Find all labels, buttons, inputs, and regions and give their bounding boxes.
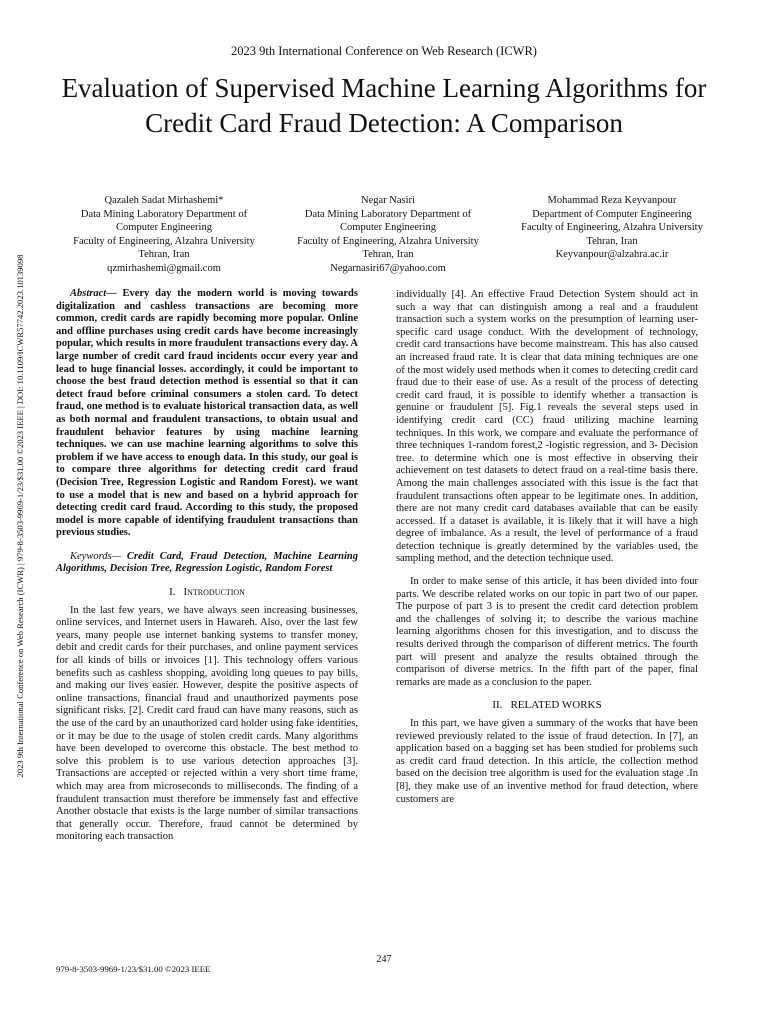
- author-3: [500, 194, 724, 276]
- author-location: Tehran, Iran: [362, 249, 414, 261]
- doi-sidebar: 2023 9th International Conference on Web Research (ICWR) | 979-8-3503-9969-1/23/$31.00 ©2023 IEEE | DOI: 10.1109/ICWR57742.2023.10139098: [15, 254, 25, 778]
- section-number: II.: [492, 699, 503, 712]
- page-number: 247: [376, 954, 392, 965]
- left-column: [56, 288, 358, 844]
- organization-paragraph: In order to make sense of this article, it has been divided into four parts. We describe related works on our topic in part two of our paper. The purpose of part 3 is to present the credit card detection problem and the challenges of solving it; to describe the various machine learning algorithms chosen for this investigation, and to discuss the results derived through the comparison of different metrics. The fourth part will present and analyze the results obtained through the comparison of diverse metrics. In the fifth part of the paper, final remarks are made as a conclusion to the paper.: [396, 576, 698, 688]
- author-name: Mohammad Reza Keyvanpour: [547, 195, 677, 206]
- author-email: Keyvanpour@alzahra.ac.ir: [555, 249, 669, 261]
- abstract-text: Every day the modern world is moving towards digitalization and cashless transactions are becoming more common, credit cards are rapidly becoming more popular. Online and offline purchases using credit cards have become increasingly popular, which results in more fraudulent transactions every day. A large number of credit card fraud incidents occur every year and lead to huge financial losses. accordingly, it could be important to choose the best fraud detection method is essential so that it can detect fraud before criminal consumers a stolen card. To detect fraud, one method is to evaluate historical transaction data, as well as both normal and fraudulent transactions, to obtain usual and fraudulent behavior features by using machine learning techniques. we can use machine learning algorithms to solve this problem if we have access to enough data. In this study, our goal is to compare three algorithms for detecting credit card fraud (Decision Tree, Regression Logistic and Random Forest). we want to use a model that is new and based on a hybrid approach for detecting credit card fraud. According to this study, the proposed model is more capable of identifying fraudulent transactions than previous studies.: [56, 288, 358, 539]
- author-location: Tehran, Iran: [138, 249, 190, 261]
- section-title: Introduction: [183, 586, 245, 599]
- author-1: [52, 194, 276, 276]
- author-affiliation: Data Mining Laboratory Department of: [80, 208, 248, 220]
- section-title: RELATED WORKS: [510, 699, 602, 712]
- author-affiliation: Computer Engineering: [116, 222, 212, 234]
- author-name: Negar Nasiri: [361, 195, 415, 206]
- author-email: qzmirhashemi@gmail.com: [107, 262, 221, 274]
- author-name: Qazaleh Sadat Mirhashemi*: [104, 195, 224, 206]
- keywords-lead: Keywords—: [70, 550, 121, 562]
- section-number: I.: [169, 586, 176, 599]
- abstract-lead: Abstract—: [70, 288, 117, 299]
- author-affiliation: Department of Computer Engineering: [532, 208, 692, 220]
- author-2: [276, 194, 500, 276]
- author-email: Negarnasiri67@yahoo.com: [330, 262, 446, 274]
- keywords-text: Credit Card, Fraud Detection, Machine Learning Algorithms, Decision Tree, Regression Logistic, Random Forest: [56, 550, 358, 575]
- author-affiliation: Data Mining Laboratory Department of: [304, 208, 472, 220]
- paper-title: Evaluation of Supervised Machine Learning Algorithms for Credit Card Fraud Detection: A Comparison: [61, 73, 707, 138]
- related-works-paragraph: In this part, we have given a summary of the works that have been reviewed previously related to the issue of fraud detection. In [7], an application based on a bagging set has been studied for problems such as credit card fraud detection. In this article, the collection method based on the decision tree algorithm is used for the evaluation stage .In [8], they make use of an inventive method for fraud detection, where customers are: [396, 718, 698, 805]
- abstract: [56, 288, 358, 540]
- section-heading-related-works: [396, 699, 698, 712]
- author-block: [52, 194, 724, 276]
- author-affiliation: Tehran, Iran: [586, 235, 638, 247]
- conference-header: 2023 9th International Conference on Web Research (ICWR): [231, 44, 537, 58]
- author-affiliation: Faculty of Engineering, Alzahra University: [297, 235, 479, 247]
- section-heading-introduction: [56, 586, 358, 599]
- author-affiliation: Computer Engineering: [340, 222, 436, 234]
- author-affiliation: Faculty of Engineering, Alzahra University: [521, 222, 703, 234]
- intro-paragraph: In the last few years, we have always seen increasing businesses, online services, and Internet users in Hawareh. Also, over the last few years, many people use internet banking systems to transfer money, debit and credit cards for their purchases, and online payment services for all kinds of bills or invoices [1]. This technology offers various benefits such as cashless shopping, avoiding long queues to pay bills, and making our lives easier. However, despite the positive aspects of online transactions, financial fraud and unauthorized payments pose significant risks. [2]. Credit card fraud can have many reasons, such as the use of the card by an unauthorized card holder using fake identities, or it may be due to the usage of stolen credit cards. Many algorithms have been developed to overcome this obstacle. The best method to solve this problem is to use various detection approaches [3]. Transactions are accepted or rejected within a very short time frame, which may area from microseconds to milliseconds. The finding of a fraudulent transaction must therefore be immensely fast and effective Another obstacle that exists is the large number of similar transactions that generally occur. Therefore, fraud cannot be determined by monitoring each transaction: [56, 604, 358, 843]
- keywords: [56, 551, 358, 576]
- intro-paragraph-continued: individually [4]. An effective Fraud Detection System should act in such a way that can distinguish among a real and a fraudulent transaction such a system works on the presumption of learning user-specific card usage conduct. With the development of technology, credit card transactions have become mainstream. This has also caused an increased fraud rate. It is clear that data mining techniques are one of the most widely used methods when it comes to detecting credit card fraud due to their ease of use. As a result of the process of detecting credit card fraud, it is possible to identify whether a transaction is genuine or fraudulent [5]. Fig.1 reveals the several steps used in identifying credit card (CC) fraud utilizing machine learning techniques. In this work, we compare and evaluate the performance of three techniques 1-random forest,2 -logistic regression, and 3- Decision tree. to determine which one is most effective in observing their achievement on test datasets to detect fraud on a real-time basis there. Among the main challenges associated with this issue is the fact that fraudulent transactions often appear to be legitimate ones. In addition, there are not many credit card databases available that can be easily accessed. If a dataset is available, it is likely that it will have a high degree of imbalance. As a result, the level of performance of a fraud detection technique is greatly determined by the variables used, the sampling method, and the detection technique used.: [396, 289, 698, 565]
- copyright-footer: 979-8-3503-9969-1/23/$31.00 ©2023 IEEE: [56, 964, 211, 974]
- right-column: [396, 289, 698, 806]
- author-affiliation: Faculty of Engineering, Alzahra University: [73, 235, 255, 247]
